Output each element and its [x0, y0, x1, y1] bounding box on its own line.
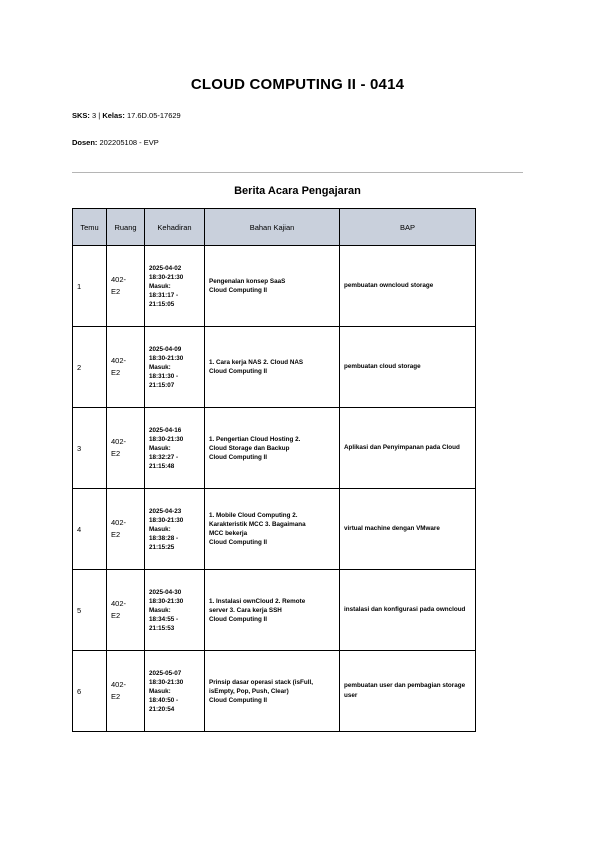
- cell-bahan-kajian: [205, 246, 340, 327]
- lecturer-info: [72, 138, 159, 147]
- kehadiran-line: 21:15:07: [149, 381, 175, 389]
- kajian-line: 1. Mobile Cloud Computing 2.: [209, 512, 298, 519]
- table-header-row: [73, 209, 476, 246]
- kajian-line: Prinsip dasar operasi stack (isFull,: [209, 678, 313, 686]
- header-bap: BAP: [340, 209, 476, 246]
- cell-ruang: [107, 570, 145, 651]
- ruang-line: 402-: [111, 599, 127, 608]
- kajian-line: 1. Cara kerja NAS 2. Cloud NAS: [209, 359, 304, 366]
- cell-kehadiran: [145, 327, 205, 408]
- kajian-line: Cloud Computing II: [209, 539, 268, 546]
- cell-kehadiran: [145, 570, 205, 651]
- kehadiran-line: Masuk:: [149, 606, 171, 614]
- cell-ruang: [107, 246, 145, 327]
- table-row: [73, 408, 476, 489]
- kehadiran-line: 2025-04-02: [149, 264, 182, 272]
- course-info: [72, 111, 181, 120]
- ruang-line: 402-: [111, 356, 127, 365]
- cell-temu: 1: [73, 246, 107, 327]
- kehadiran-line: Masuk:: [149, 282, 171, 290]
- kehadiran-line: 18:38:28 -: [149, 534, 179, 542]
- ruang-line: E2: [111, 449, 121, 458]
- section-title: Berita Acara Pengajaran: [234, 185, 361, 197]
- cell-bap: pembuatan owncloud storage: [340, 246, 476, 327]
- cell-bap: pembuatan cloud storage: [340, 327, 476, 408]
- kehadiran-line: 18:31:17 -: [149, 291, 179, 299]
- cell-bahan-kajian: [205, 327, 340, 408]
- kehadiran-line: 2025-04-23: [149, 507, 182, 515]
- ruang-line: E2: [111, 368, 121, 377]
- cell-temu: 5: [73, 570, 107, 651]
- cell-kehadiran: [145, 651, 205, 732]
- sks-value: 3: [92, 111, 97, 120]
- ruang-line: E2: [111, 692, 121, 701]
- kajian-line: Cloud Computing II: [209, 368, 268, 375]
- divider: [72, 172, 523, 173]
- cell-bahan-kajian: [205, 570, 340, 651]
- cell-ruang: [107, 408, 145, 489]
- ruang-line: 402-: [111, 275, 127, 284]
- cell-bap: Aplikasi dan Penyimpanan pada Cloud: [340, 408, 476, 489]
- kehadiran-line: 21:20:54: [149, 705, 175, 713]
- table-row: [73, 570, 476, 651]
- kajian-line: isEmpty, Pop, Push, Clear): [209, 687, 289, 695]
- kehadiran-line: 18:31:30 -: [149, 372, 179, 380]
- header-ruang: Ruang: [107, 209, 145, 246]
- kehadiran-line: 2025-04-16: [149, 426, 182, 434]
- kehadiran-line: 18:30-21:30: [149, 516, 184, 524]
- kehadiran-line: 18:34:55 -: [149, 615, 179, 623]
- kehadiran-line: Masuk:: [149, 687, 171, 695]
- cell-bap: pembuatan user dan pembagian storage user: [340, 651, 476, 732]
- cell-ruang: [107, 489, 145, 570]
- kajian-line: Karakteristik MCC 3. Bagaimana: [209, 521, 306, 528]
- ruang-line: E2: [111, 530, 121, 539]
- kehadiran-line: 2025-05-07: [149, 669, 182, 677]
- cell-kehadiran: [145, 489, 205, 570]
- header-bahan-kajian: Bahan Kajian: [205, 209, 340, 246]
- cell-bahan-kajian: [205, 489, 340, 570]
- dosen-label: Dosen:: [72, 138, 98, 147]
- kajian-line: Cloud Storage dan Backup: [209, 444, 290, 452]
- kehadiran-line: 2025-04-30: [149, 588, 182, 596]
- cell-kehadiran: [145, 246, 205, 327]
- cell-kehadiran: [145, 408, 205, 489]
- ruang-line: E2: [111, 287, 121, 296]
- kelas-value: 17.6D.05-17629: [126, 111, 181, 120]
- ruang-line: 402-: [111, 680, 127, 689]
- ruang-line: 402-: [111, 518, 127, 527]
- cell-bahan-kajian: [205, 651, 340, 732]
- cell-temu: 3: [73, 408, 107, 489]
- kehadiran-line: 18:30-21:30: [149, 273, 184, 281]
- sks-label: SKS:: [72, 111, 90, 120]
- table-row: [73, 246, 476, 327]
- separator: |: [98, 111, 101, 120]
- kajian-line: MCC bekerja: [209, 530, 248, 537]
- table-row: [73, 327, 476, 408]
- table-row: [73, 489, 476, 570]
- kehadiran-line: 21:15:25: [149, 543, 175, 551]
- kajian-line: Cloud Computing II: [209, 615, 268, 623]
- cell-temu: 4: [73, 489, 107, 570]
- kajian-line: Cloud Computing II: [209, 696, 268, 704]
- kehadiran-line: 18:30-21:30: [149, 597, 184, 605]
- kajian-line: Pengenalan konsep SaaS: [209, 278, 286, 285]
- kehadiran-line: 21:15:48: [149, 462, 175, 470]
- dosen-value: 202205108 - EVP: [99, 138, 159, 147]
- kajian-line: Cloud Computing II: [209, 453, 268, 461]
- bap-table: [72, 208, 476, 732]
- kehadiran-line: 18:30-21:30: [149, 354, 184, 362]
- kehadiran-line: 18:30-21:30: [149, 435, 184, 443]
- kajian-line: Cloud Computing II: [209, 287, 268, 294]
- cell-temu: 6: [73, 651, 107, 732]
- cell-temu: 2: [73, 327, 107, 408]
- kehadiran-line: 18:40:50 -: [149, 696, 179, 704]
- kehadiran-line: 2025-04-09: [149, 345, 182, 353]
- kehadiran-line: 18:30-21:30: [149, 678, 184, 686]
- cell-bahan-kajian: [205, 408, 340, 489]
- ruang-line: E2: [111, 611, 121, 620]
- kehadiran-line: 21:15:53: [149, 624, 175, 632]
- kajian-line: 1. Instalasi ownCloud 2. Remote: [209, 597, 306, 605]
- page-title: CLOUD COMPUTING II - 0414: [190, 76, 405, 93]
- cell-ruang: [107, 651, 145, 732]
- header-kehadiran: Kehadiran: [145, 209, 205, 246]
- cell-bap: instalasi dan konfigurasi pada owncloud: [340, 570, 476, 651]
- kehadiran-line: 21:15:05: [149, 300, 175, 308]
- kehadiran-line: 18:32:27 -: [149, 453, 179, 461]
- kelas-label: Kelas:: [102, 111, 125, 120]
- cell-bap: virtual machine dengan VMware: [340, 489, 476, 570]
- table-row: [73, 651, 476, 732]
- kajian-line: 1. Pengertian Cloud Hosting 2.: [209, 435, 301, 443]
- header-temu: Temu: [73, 209, 107, 246]
- cell-ruang: [107, 327, 145, 408]
- kehadiran-line: Masuk:: [149, 444, 171, 452]
- kajian-line: server 3. Cara kerja SSH: [209, 606, 282, 614]
- kehadiran-line: Masuk:: [149, 525, 171, 533]
- ruang-line: 402-: [111, 437, 127, 446]
- kehadiran-line: Masuk:: [149, 363, 171, 371]
